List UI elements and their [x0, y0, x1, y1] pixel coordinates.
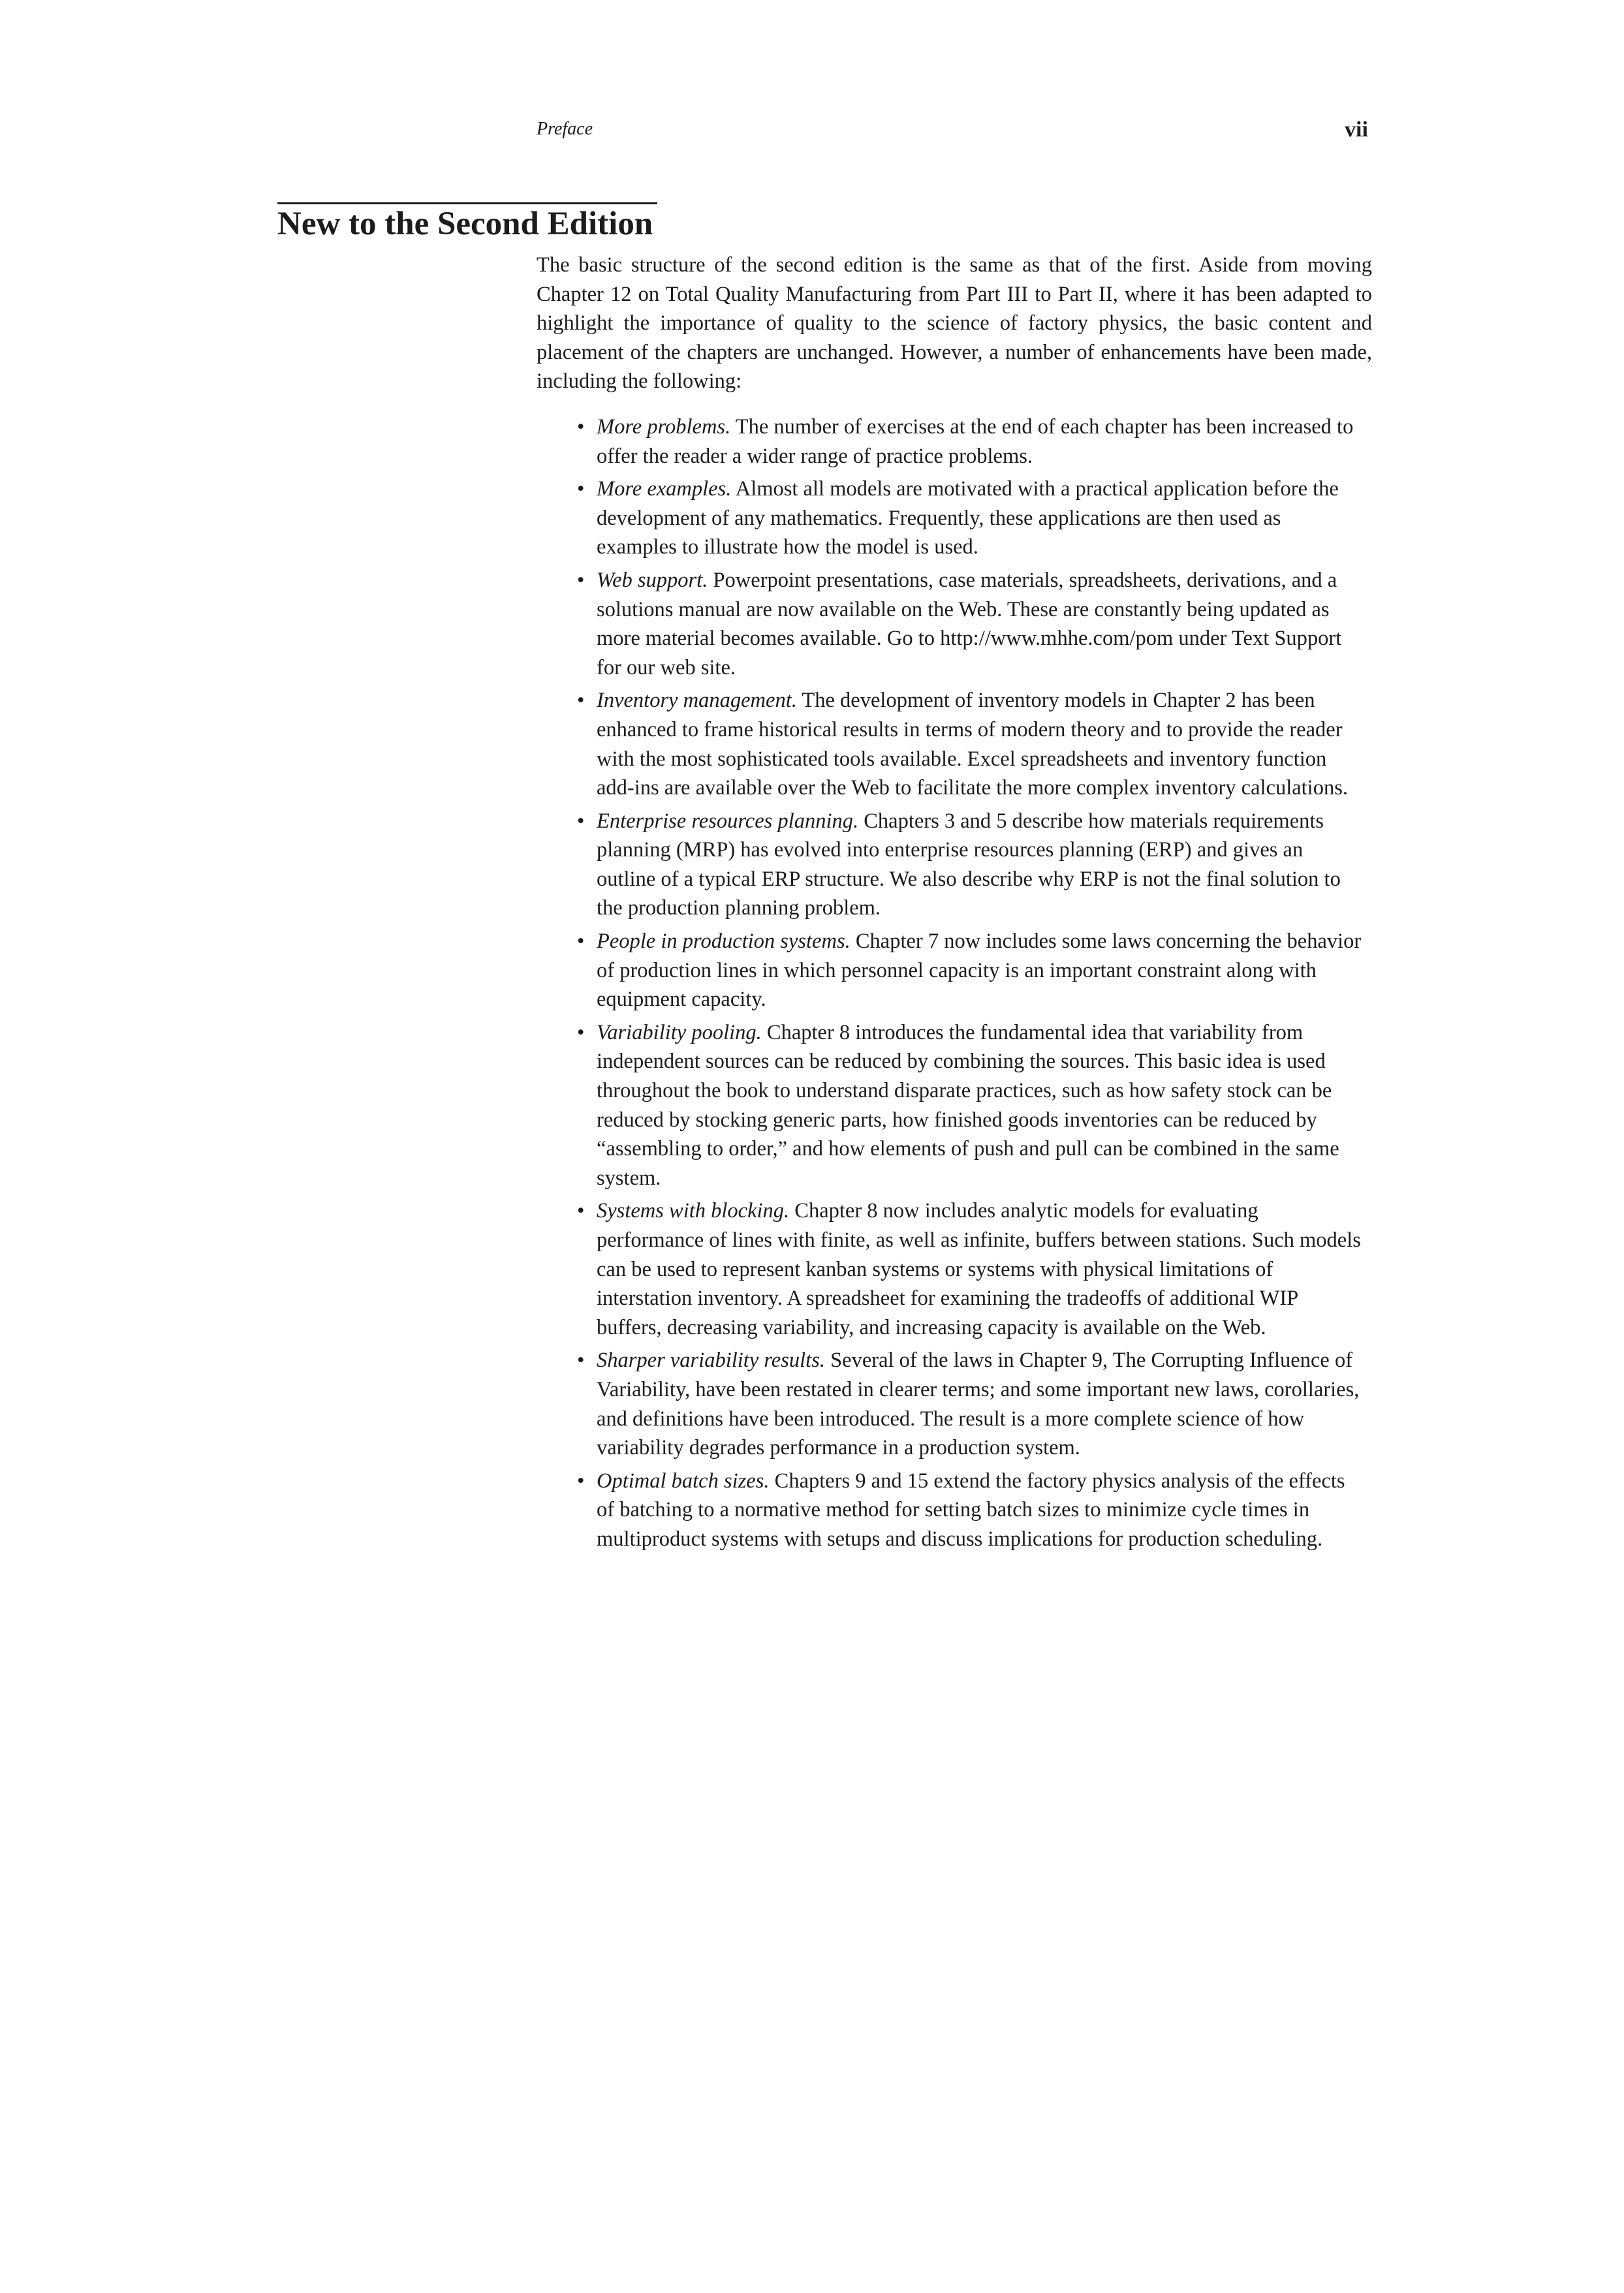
- bullet-icon: •: [577, 477, 585, 501]
- section-heading: New to the Second Edition: [277, 206, 653, 242]
- enhancement-text: Chapter 7 now includes some laws concerning the behavior of production lines in which personnel capacity is an important constraint along with equipment capacity.: [597, 929, 1362, 1012]
- enhancement-title: Inventory management.: [597, 689, 797, 713]
- enhancement-text: Several of the laws in Chapter 9, The Corrupting Influence of Variability, have been restated in clearer terms; and some important new laws, corollaries, and definitions have been introduced. The result is a more complete science of how variability degrades performance in a production system.: [597, 1349, 1360, 1460]
- enhancement-item: [577, 1196, 1372, 1342]
- bullet-icon: •: [577, 1349, 585, 1373]
- enhancement-item: [577, 566, 1372, 682]
- enhancement-text: Powerpoint presentations, case materials, spreadsheets, derivations, and a solutions manual are now available on the Web. These are constantly being updated as more material becomes available. Go to http://www.mhhe.com/pom under Text Support for our web site.: [597, 568, 1342, 679]
- enhancement-text: Almost all models are motivated with a practical application before the development of any mathematics. Frequently, these applications are then used as examples to illustrate how the model is used.: [597, 477, 1339, 559]
- enhancement-item: [577, 686, 1372, 802]
- enhancement-title: More examples.: [597, 477, 732, 501]
- enhancement-title: More problems.: [597, 414, 731, 439]
- enhancement-item: [577, 807, 1372, 923]
- bullet-icon: •: [577, 568, 585, 592]
- page-number: vii: [1345, 117, 1368, 142]
- bullet-icon: •: [577, 689, 585, 713]
- bullet-icon: •: [577, 929, 585, 954]
- enhancement-title: Web support.: [597, 568, 708, 592]
- heading-rule: [277, 202, 657, 204]
- enhancement-text: Chapter 8 now includes analytic models for evaluating performance of lines with finite, as well as infinite, buffers between stations. Such models can be used to represent kanban systems or systems with physical limitations of interstation inventory. A spreadsheet for examining the tradeoffs of additional WIP buffers, decreasing variability, and increasing capacity is available on the Web.: [597, 1199, 1361, 1339]
- intro-paragraph: The basic structure of the second edition is the same as that of the first. Aside from moving Chapter 12 on Total Quality Manufacturing from Part III to Part II, where it has been adapted to highlight the importance of quality to the science of factory physics, the basic content and placement of the chapters are unchanged. However, a number of enhancements have been made, including the following:: [537, 253, 1372, 394]
- enhancement-item: [577, 1467, 1372, 1554]
- bullet-icon: •: [577, 809, 585, 833]
- enhancement-list: [537, 413, 1372, 1554]
- enhancement-title: Sharper variability results.: [597, 1349, 825, 1373]
- bullet-icon: •: [577, 414, 585, 439]
- enhancement-item: [577, 927, 1372, 1014]
- running-head: Preface: [537, 119, 593, 139]
- enhancement-title: Variability pooling.: [597, 1020, 762, 1044]
- bullet-icon: •: [577, 1199, 585, 1223]
- enhancement-title: Optimal batch sizes.: [597, 1469, 770, 1493]
- enhancement-title: Enterprise resources planning.: [597, 809, 859, 833]
- enhancement-text: The development of inventory models in Chapter 2 has been enhanced to frame historical results in terms of modern theory and to provide the reader with the most sophisticated tools available. Excel spreadsheets and inventory function add-ins are available over the Web to facilitate the more complex inventory calculations.: [597, 689, 1348, 800]
- enhancement-item: [577, 1018, 1372, 1193]
- enhancement-item: [577, 475, 1372, 562]
- enhancement-item: [577, 1346, 1372, 1462]
- bullet-icon: •: [577, 1020, 585, 1044]
- section-body: [537, 251, 1372, 1558]
- enhancement-item: [577, 413, 1372, 471]
- enhancement-text: Chapters 9 and 15 extend the factory physics analysis of the effects of batching to a normative method for setting batch sizes to minimize cycle times in multiproduct systems with setups and discuss implications for production scheduling.: [597, 1469, 1345, 1551]
- enhancement-text: Chapters 3 and 5 describe how materials requirements planning (MRP) has evolved into enterprise resources planning (ERP) and gives an outline of a typical ERP structure. We also describe why ERP is not the final solution to the production planning problem.: [597, 809, 1341, 920]
- enhancement-text: The number of exercises at the end of each chapter has been increased to offer the reader a wider range of practice problems.: [597, 414, 1354, 468]
- bullet-icon: •: [577, 1469, 585, 1493]
- enhancement-title: Systems with blocking.: [597, 1199, 790, 1223]
- enhancement-text: Chapter 8 introduces the fundamental idea that variability from independent sources can be reduced by combining the sources. This basic idea is used throughout the book to understand disparate practices, such as how safety stock can be reduced by stocking generic parts, how finished goods inventories can be reduced by “assembling to order,” and how elements of push and pull can be combined in the same system.: [597, 1020, 1339, 1190]
- enhancement-title: People in production systems.: [597, 929, 851, 954]
